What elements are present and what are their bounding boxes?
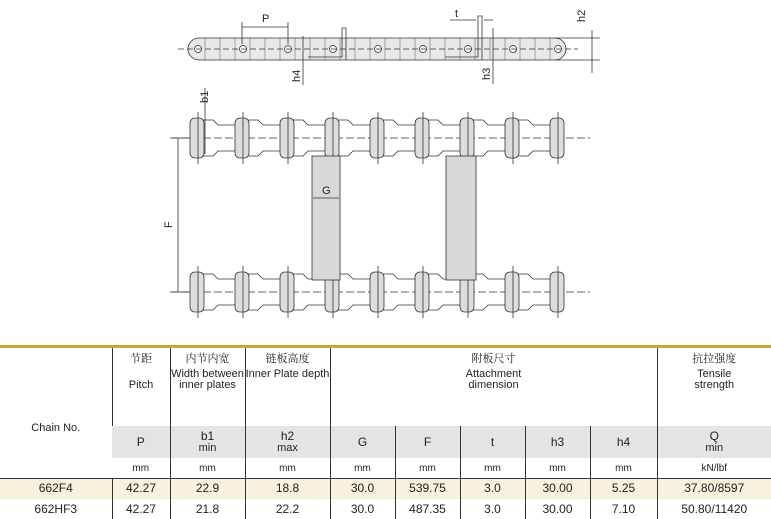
roller (550, 118, 564, 158)
value-cell: 22.9 (170, 479, 245, 499)
chain-no-cell: 662F4 (0, 479, 112, 499)
chain-no-header: Chain No. (0, 347, 112, 479)
symbol: h3 (551, 435, 564, 449)
attachment-slat (446, 156, 476, 280)
unit-cell: mm (112, 458, 170, 479)
roller (280, 272, 294, 312)
roller (370, 118, 384, 158)
value-cell: 3.0 (460, 499, 525, 519)
roller (550, 272, 564, 312)
unit-cell: mm (395, 458, 460, 479)
header-pitch (112, 347, 170, 427)
chain-no-cell: 662HF3 (0, 499, 112, 519)
value-cell: 7.10 (590, 499, 657, 519)
symbol: P (137, 435, 145, 449)
label-t: t (455, 8, 458, 20)
header-zh: 内节内宽 (171, 354, 245, 365)
symbol-qualifier: min (705, 442, 723, 454)
label-h3: h3 (481, 68, 493, 80)
unit-cell: kN/lbf (657, 458, 771, 479)
table-row (0, 499, 771, 519)
side-view (178, 16, 600, 85)
header-zh: 节距 (113, 354, 170, 365)
symbol-cell (525, 426, 590, 458)
symbol-cell (330, 426, 395, 458)
label-p: P (262, 13, 269, 25)
label-h2: h2 (576, 10, 588, 22)
symbol: Q (710, 429, 719, 443)
symbol-qualifier: min (199, 442, 217, 454)
value-cell: 37.80/8597 (657, 479, 771, 499)
roller (505, 272, 519, 312)
value-cell: 539.75 (395, 479, 460, 499)
symbol-cell (657, 426, 771, 458)
roller (235, 272, 249, 312)
header-zh: 链板高度 (246, 354, 330, 365)
attachment-slat (312, 156, 340, 280)
value-cell: 22.2 (245, 499, 330, 519)
header-en: Width between inner plates (171, 368, 244, 391)
unit-cell: mm (460, 458, 525, 479)
unit-cell: mm (170, 458, 245, 479)
header-en: Tensile strength (689, 369, 739, 391)
symbol: b1 (201, 429, 214, 443)
roller (235, 118, 249, 158)
roller (415, 272, 429, 312)
symbol-cell (460, 426, 525, 458)
header-plate-depth (245, 347, 330, 427)
roller (505, 118, 519, 158)
value-cell: 42.27 (112, 499, 170, 519)
unit-cell: mm (590, 458, 657, 479)
roller (190, 272, 204, 312)
header-zh: 抗拉强度 (658, 354, 771, 365)
unit-cell: mm (525, 458, 590, 479)
f-dimension (172, 138, 190, 292)
symbol-qualifier: max (277, 442, 298, 454)
plan-view (170, 88, 590, 318)
value-cell: 30.00 (525, 499, 590, 519)
value-cell: 42.27 (112, 479, 170, 499)
symbol-cell (245, 426, 330, 458)
roller (280, 118, 294, 158)
value-cell: 21.8 (170, 499, 245, 519)
header-en: Attachment dimension (459, 369, 529, 391)
label-g: G (322, 185, 331, 197)
roller (460, 118, 474, 158)
unit-cell: mm (245, 458, 330, 479)
value-cell: 30.0 (330, 499, 395, 519)
roller (370, 272, 384, 312)
header-tensile (657, 347, 771, 427)
value-cell: 5.25 (590, 479, 657, 499)
value-cell: 3.0 (460, 479, 525, 499)
unit-cell: mm (330, 458, 395, 479)
symbol: G (358, 435, 367, 449)
roller (415, 118, 429, 158)
roller (190, 118, 204, 158)
label-f: F (163, 221, 175, 228)
label-b1: b1 (199, 91, 211, 103)
value-cell: 50.80/11420 (657, 499, 771, 519)
label-h4: h4 (291, 70, 303, 82)
value-cell: 487.35 (395, 499, 460, 519)
value-cell: 30.00 (525, 479, 590, 499)
header-en: Pitch (129, 379, 153, 391)
header-width (170, 347, 245, 427)
symbol-cell (112, 426, 170, 458)
symbol: t (491, 435, 494, 449)
symbol: F (424, 435, 431, 449)
symbol: h4 (617, 435, 630, 449)
header-zh: 附板尺寸 (331, 354, 657, 365)
symbol-cell (590, 426, 657, 458)
value-cell: 30.0 (330, 479, 395, 499)
symbol-cell (170, 426, 245, 458)
value-cell: 18.8 (245, 479, 330, 499)
table-row (0, 479, 771, 499)
spec-table (0, 345, 771, 519)
header-attachment (330, 347, 657, 427)
symbol-cell (395, 426, 460, 458)
symbol: h2 (281, 429, 294, 443)
roller (325, 118, 339, 158)
header-en: Inner Plate depth (246, 368, 330, 380)
